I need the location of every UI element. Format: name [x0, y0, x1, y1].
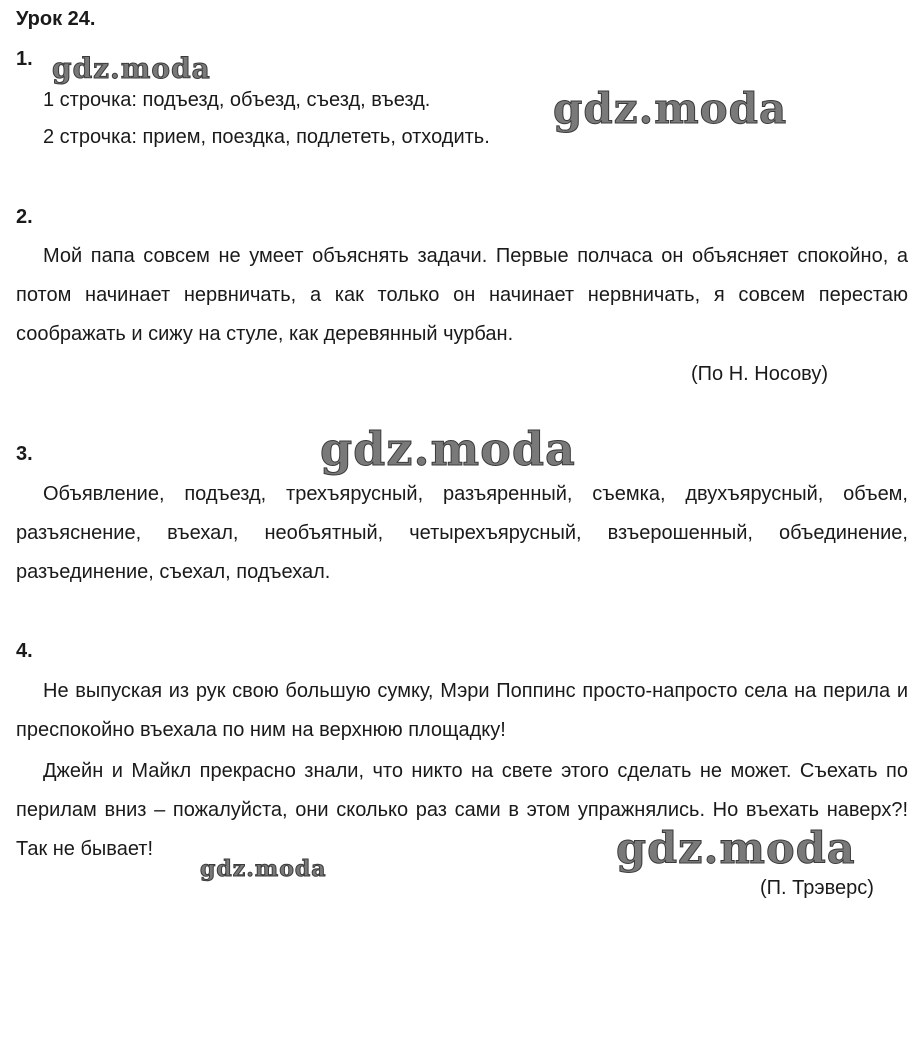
exercise-1-line-1: 1 строчка: подъезд, объезд, съезд, въезд. [43, 89, 431, 111]
exercise-4-paragraph-1: Не выпуская из рук свою большую сумку, Мэри Поппинс просто-напросто села на перила и преспокойно въехала по ним на верхнюю площадку! [16, 680, 908, 741]
exercise-1-number: 1. [16, 48, 33, 70]
exercise-4-attribution: (П. Трэверс) [760, 877, 874, 899]
exercise-4-paragraph-2: Джейн и Майкл прекрасно знали, что никто на свете этого сделать не может. Съехать по перилам вниз – пожалуйста, они сколько раз сами в этом упражнялись. Но въехать наверх?! Так не бывает! [16, 760, 908, 860]
watermark-logo: gdz.moda [320, 422, 576, 476]
watermark-logo: gdz.moda [553, 84, 788, 133]
page-title: Урок 24. [16, 8, 96, 30]
exercise-3-number: 3. [16, 443, 33, 465]
exercise-3-text: Объявление, подъезд, трехъярусный, разъяренный, съемка, двухъярусный, объем, разъяснение, въехал, необъятный, четырехъярусный, взъерошенный, объединение, разъединение, съехал, подъехал. [16, 483, 908, 583]
exercise-2-number: 2. [16, 206, 33, 228]
watermark-logo: gdz.moda [200, 856, 327, 882]
watermark-logo: gdz.moda [616, 824, 856, 874]
exercise-2-text: Мой папа совсем не умеет объяснять задачи. Первые полчаса он объясняет спокойно, а потом начинает нервничать, а как только он начинает нервничать, я совсем перестаю соображать и сижу на стуле, как деревянный чурбан. [16, 245, 908, 345]
exercise-1-line-2: 2 строчка: прием, поездка, подлететь, отходить. [43, 126, 490, 148]
watermark-logo: gdz.moda [52, 52, 211, 85]
exercise-2-attribution: (По Н. Носову) [691, 363, 829, 385]
exercise-4-number: 4. [16, 640, 33, 662]
